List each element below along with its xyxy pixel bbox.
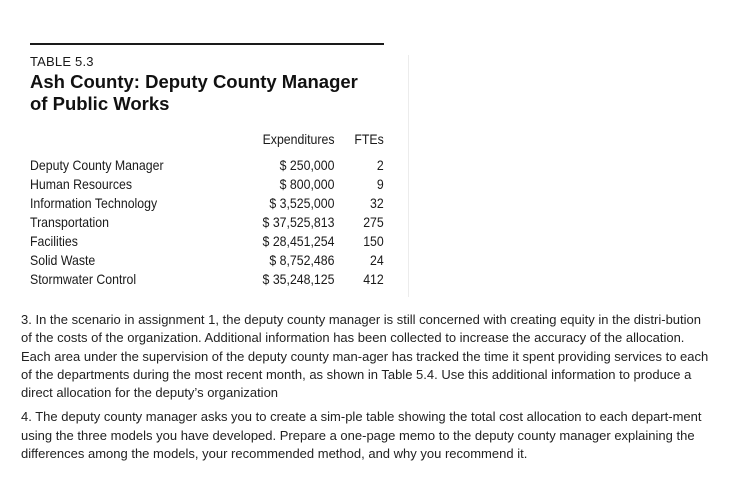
header-ftes: FTEs bbox=[354, 131, 384, 147]
table-block bbox=[30, 43, 384, 289]
row-ftes: 2 bbox=[376, 157, 384, 173]
row-expenditures: $ 8,752,486 bbox=[269, 252, 335, 268]
row-ftes: 9 bbox=[376, 176, 384, 192]
header-expenditures: Expenditures bbox=[262, 131, 335, 147]
table-row bbox=[30, 175, 384, 194]
row-ftes: 275 bbox=[363, 214, 384, 230]
row-name: Solid Waste bbox=[30, 252, 96, 268]
row-expenditures: $ 37,525,813 bbox=[262, 214, 335, 230]
top-rule bbox=[30, 43, 384, 45]
row-name: Transportation bbox=[30, 214, 109, 230]
row-expenditures: $ 28,451,254 bbox=[262, 233, 335, 249]
paragraph-4: 4. The deputy county manager asks you to create a sim-ple table showing the total cost allocation to each depart-ment using the three models you have developed. Prepare a one-page memo to the deputy county manager explaining the differences among the models, your recommended method, and why you recommend it. bbox=[21, 409, 702, 462]
table-label: TABLE 5.3 bbox=[30, 54, 94, 69]
table-title-line-2: of Public Works bbox=[30, 93, 170, 114]
table-row bbox=[30, 156, 384, 175]
paragraph-3: 3. In the scenario in assignment 1, the deputy county manager is still concerned with creating equity in the distri-bution of the costs of the organization. Additional information has been collected to increase the accuracy of the allocation. Each area under the supervision of the deputy county man-ager has tracked the time it spent providing services to each of the departments during the most recent month, as shown in Table 5.4. Use this additional information to produce a direct allocation for the deputy’s organization bbox=[21, 312, 709, 401]
table-row bbox=[30, 194, 384, 213]
page-divider bbox=[408, 55, 409, 297]
table-row bbox=[30, 251, 384, 270]
header-name bbox=[30, 130, 224, 156]
row-name: Human Resources bbox=[30, 176, 133, 192]
table-row bbox=[30, 270, 384, 289]
row-expenditures: $ 3,525,000 bbox=[269, 195, 335, 211]
body-text bbox=[21, 311, 711, 469]
row-ftes: 412 bbox=[363, 271, 384, 287]
row-name: Facilities bbox=[30, 233, 78, 249]
data-table bbox=[30, 130, 384, 289]
row-ftes: 32 bbox=[370, 195, 384, 211]
row-name: Information Technology bbox=[30, 195, 158, 211]
table-row bbox=[30, 213, 384, 232]
table-row bbox=[30, 232, 384, 251]
row-expenditures: $ 250,000 bbox=[279, 157, 335, 173]
table-header-row bbox=[30, 130, 384, 156]
row-name: Deputy County Manager bbox=[30, 157, 164, 173]
row-name: Stormwater Control bbox=[30, 271, 137, 287]
row-ftes: 150 bbox=[363, 233, 384, 249]
row-expenditures: $ 800,000 bbox=[279, 176, 335, 192]
row-expenditures: $ 35,248,125 bbox=[262, 271, 335, 287]
table-title-line-1: Ash County: Deputy County Manager bbox=[30, 71, 358, 92]
row-ftes: 24 bbox=[370, 252, 384, 268]
table-title bbox=[30, 71, 384, 115]
